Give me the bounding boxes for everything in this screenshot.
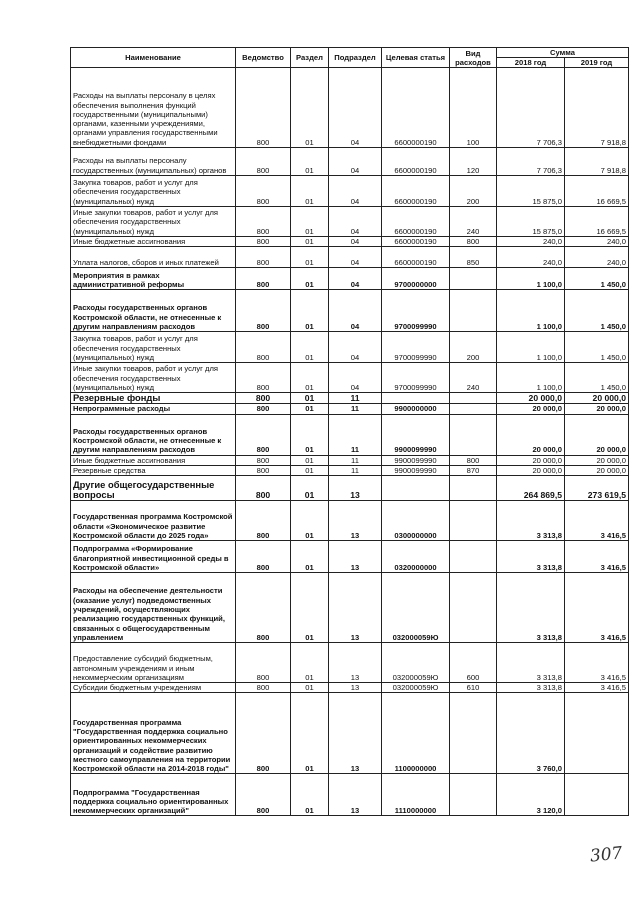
cell-y2018: 20 000,0 bbox=[497, 393, 565, 404]
header-dept: Ведомство bbox=[236, 48, 291, 68]
cell-dept: 800 bbox=[236, 541, 291, 573]
cell-kind bbox=[450, 774, 497, 816]
table-row bbox=[71, 247, 629, 268]
cell-y2018: 3 313,8 bbox=[497, 643, 565, 683]
cell-kind bbox=[450, 393, 497, 404]
cell-subsection: 04 bbox=[329, 237, 382, 247]
cell-name: Закупка товаров, работ и услуг для обеспечения государственных (муниципальных) нужд bbox=[71, 332, 236, 363]
cell-y2019: 16 669,5 bbox=[565, 176, 629, 207]
cell-subsection: 13 bbox=[329, 501, 382, 541]
cell-y2019: 7 918,8 bbox=[565, 148, 629, 176]
cell-name: Иные закупки товаров, работ и услуг для обеспечения государственных (муниципальных) нужд bbox=[71, 207, 236, 237]
header-kind: Вид расходов bbox=[450, 48, 497, 68]
cell-y2018: 3 313,8 bbox=[497, 501, 565, 541]
cell-dept: 800 bbox=[236, 774, 291, 816]
cell-subsection: 04 bbox=[329, 268, 382, 290]
table-row bbox=[71, 501, 629, 541]
cell-section: 01 bbox=[291, 404, 329, 414]
table-row bbox=[71, 693, 629, 774]
cell-name: Государственная программа "Государственная поддержка социально ориентированных некоммерческих организаций и содействие развитию местного самоуправления на территории Костромской области на 2014-2018 годы" bbox=[71, 693, 236, 774]
cell-name: Другие общегосударственные вопросы bbox=[71, 476, 236, 501]
cell-name: Подпрограмма «Формирование благоприятной инвестиционной среды в Костромской области» bbox=[71, 541, 236, 573]
cell-subsection: 04 bbox=[329, 176, 382, 207]
cell-kind bbox=[450, 573, 497, 643]
cell-y2018: 240,0 bbox=[497, 247, 565, 268]
cell-target bbox=[382, 393, 450, 404]
cell-dept: 800 bbox=[236, 683, 291, 693]
header-sum: Сумма bbox=[497, 48, 629, 58]
cell-dept: 800 bbox=[236, 148, 291, 176]
cell-target: 9700000000 bbox=[382, 268, 450, 290]
cell-subsection: 04 bbox=[329, 148, 382, 176]
cell-section: 01 bbox=[291, 176, 329, 207]
cell-y2018: 3 760,0 bbox=[497, 693, 565, 774]
cell-kind: 800 bbox=[450, 237, 497, 247]
cell-section: 01 bbox=[291, 541, 329, 573]
table-row bbox=[71, 541, 629, 573]
cell-target: 0320000000 bbox=[382, 541, 450, 573]
cell-section: 01 bbox=[291, 237, 329, 247]
cell-y2019: 1 450,0 bbox=[565, 290, 629, 332]
table-row bbox=[71, 404, 629, 414]
cell-name: Подпрограмма "Государственная поддержка социально ориентированных некоммерческих организаций" bbox=[71, 774, 236, 816]
cell-y2018: 3 313,8 bbox=[497, 683, 565, 693]
cell-subsection: 11 bbox=[329, 465, 382, 475]
cell-target: 0300000000 bbox=[382, 501, 450, 541]
cell-name: Иные бюджетные ассигнования bbox=[71, 455, 236, 465]
table-row bbox=[71, 573, 629, 643]
cell-y2019: 3 416,5 bbox=[565, 643, 629, 683]
cell-y2019: 273 619,5 bbox=[565, 476, 629, 501]
cell-target: 032000059Ю bbox=[382, 643, 450, 683]
table-row bbox=[71, 363, 629, 393]
cell-section: 01 bbox=[291, 148, 329, 176]
cell-name: Субсидии бюджетным учреждениям bbox=[71, 683, 236, 693]
cell-y2019: 1 450,0 bbox=[565, 332, 629, 363]
cell-dept: 800 bbox=[236, 332, 291, 363]
cell-y2019 bbox=[565, 774, 629, 816]
table-row bbox=[71, 176, 629, 207]
cell-subsection: 11 bbox=[329, 404, 382, 414]
cell-target: 9700099990 bbox=[382, 363, 450, 393]
cell-kind: 850 bbox=[450, 247, 497, 268]
cell-kind bbox=[450, 268, 497, 290]
header-2019: 2019 год bbox=[565, 58, 629, 68]
cell-section: 01 bbox=[291, 643, 329, 683]
table-row bbox=[71, 290, 629, 332]
cell-target: 6600000190 bbox=[382, 207, 450, 237]
cell-y2018: 3 120,0 bbox=[497, 774, 565, 816]
table-body bbox=[71, 68, 629, 816]
cell-section: 01 bbox=[291, 332, 329, 363]
table-row bbox=[71, 476, 629, 501]
cell-target: 1110000000 bbox=[382, 774, 450, 816]
cell-target: 6600000190 bbox=[382, 176, 450, 207]
cell-y2018: 20 000,0 bbox=[497, 414, 565, 455]
cell-subsection: 04 bbox=[329, 247, 382, 268]
table-row bbox=[71, 148, 629, 176]
cell-section: 01 bbox=[291, 207, 329, 237]
cell-y2019: 1 450,0 bbox=[565, 268, 629, 290]
page-number: 307 bbox=[589, 843, 624, 867]
cell-y2019: 20 000,0 bbox=[565, 414, 629, 455]
cell-subsection: 11 bbox=[329, 414, 382, 455]
cell-y2019: 20 000,0 bbox=[565, 455, 629, 465]
cell-y2019: 240,0 bbox=[565, 247, 629, 268]
cell-dept: 800 bbox=[236, 573, 291, 643]
cell-y2019: 3 416,5 bbox=[565, 683, 629, 693]
cell-y2019: 7 918,8 bbox=[565, 68, 629, 148]
cell-y2018: 7 706,3 bbox=[497, 68, 565, 148]
header-target: Целевая статья bbox=[382, 48, 450, 68]
cell-target: 9900099990 bbox=[382, 455, 450, 465]
cell-dept: 800 bbox=[236, 247, 291, 268]
cell-section: 01 bbox=[291, 683, 329, 693]
cell-kind: 200 bbox=[450, 332, 497, 363]
cell-name: Расходы на обеспечение деятельности (оказание услуг) подведомственных учреждений, осуществляющих реализацию государственных функций, связанных с общегосударственным управлением bbox=[71, 573, 236, 643]
table-row bbox=[71, 68, 629, 148]
cell-kind: 120 bbox=[450, 148, 497, 176]
cell-target: 9900099990 bbox=[382, 465, 450, 475]
cell-name: Непрограммные расходы bbox=[71, 404, 236, 414]
cell-y2018: 20 000,0 bbox=[497, 465, 565, 475]
cell-target: 9900099990 bbox=[382, 414, 450, 455]
cell-subsection: 04 bbox=[329, 68, 382, 148]
cell-y2018: 264 869,5 bbox=[497, 476, 565, 501]
cell-subsection: 04 bbox=[329, 290, 382, 332]
cell-subsection: 13 bbox=[329, 683, 382, 693]
cell-section: 01 bbox=[291, 476, 329, 501]
cell-subsection: 13 bbox=[329, 693, 382, 774]
table-header bbox=[71, 48, 629, 68]
cell-kind bbox=[450, 541, 497, 573]
budget-table bbox=[70, 47, 629, 816]
header-2018: 2018 год bbox=[497, 58, 565, 68]
cell-kind: 870 bbox=[450, 465, 497, 475]
cell-kind bbox=[450, 693, 497, 774]
cell-dept: 800 bbox=[236, 363, 291, 393]
cell-dept: 800 bbox=[236, 237, 291, 247]
cell-y2018: 240,0 bbox=[497, 237, 565, 247]
cell-target: 032000059Ю bbox=[382, 573, 450, 643]
cell-y2018: 1 100,0 bbox=[497, 332, 565, 363]
cell-subsection: 13 bbox=[329, 541, 382, 573]
cell-target: 1100000000 bbox=[382, 693, 450, 774]
cell-kind: 240 bbox=[450, 363, 497, 393]
header-name: Наименование bbox=[71, 48, 236, 68]
cell-name: Иные бюджетные ассигнования bbox=[71, 237, 236, 247]
cell-target bbox=[382, 476, 450, 501]
cell-dept: 800 bbox=[236, 501, 291, 541]
cell-name: Расходы на выплаты персоналу в целях обеспечения выполнения функций государственными (муниципальными) органами, казенными учреждениями, органами управления государственными внебюджетными фондами bbox=[71, 68, 236, 148]
cell-dept: 800 bbox=[236, 455, 291, 465]
cell-kind: 200 bbox=[450, 176, 497, 207]
cell-y2019: 20 000,0 bbox=[565, 465, 629, 475]
cell-target: 6600000190 bbox=[382, 148, 450, 176]
table-row bbox=[71, 455, 629, 465]
table-row bbox=[71, 414, 629, 455]
table-row bbox=[71, 683, 629, 693]
cell-kind bbox=[450, 476, 497, 501]
cell-kind bbox=[450, 290, 497, 332]
cell-dept: 800 bbox=[236, 404, 291, 414]
cell-section: 01 bbox=[291, 455, 329, 465]
cell-y2018: 7 706,3 bbox=[497, 148, 565, 176]
cell-name: Мероприятия в рамках административной реформы bbox=[71, 268, 236, 290]
table-row bbox=[71, 207, 629, 237]
table-row bbox=[71, 268, 629, 290]
cell-subsection: 13 bbox=[329, 774, 382, 816]
cell-kind: 610 bbox=[450, 683, 497, 693]
cell-name: Предоставление субсидий бюджетным, автономным учреждениям и иным некоммерческим организациям bbox=[71, 643, 236, 683]
cell-dept: 800 bbox=[236, 207, 291, 237]
cell-target: 6600000190 bbox=[382, 247, 450, 268]
cell-y2019: 16 669,5 bbox=[565, 207, 629, 237]
cell-dept: 800 bbox=[236, 693, 291, 774]
cell-name: Резервные фонды bbox=[71, 393, 236, 404]
cell-kind: 240 bbox=[450, 207, 497, 237]
cell-target: 9700099990 bbox=[382, 290, 450, 332]
cell-name: Иные закупки товаров, работ и услуг для обеспечения государственных (муниципальных) нужд bbox=[71, 363, 236, 393]
budget-sheet bbox=[70, 47, 629, 816]
table-row bbox=[71, 237, 629, 247]
table-row bbox=[71, 393, 629, 404]
cell-target: 9700099990 bbox=[382, 332, 450, 363]
cell-section: 01 bbox=[291, 693, 329, 774]
table-row bbox=[71, 774, 629, 816]
cell-y2019: 3 416,5 bbox=[565, 573, 629, 643]
cell-section: 01 bbox=[291, 247, 329, 268]
cell-kind bbox=[450, 404, 497, 414]
cell-subsection: 13 bbox=[329, 476, 382, 501]
cell-dept: 800 bbox=[236, 68, 291, 148]
cell-section: 01 bbox=[291, 501, 329, 541]
cell-target: 6600000190 bbox=[382, 68, 450, 148]
cell-section: 01 bbox=[291, 290, 329, 332]
cell-name: Расходы государственных органов Костромской области, не отнесенные к другим направлениям расходов bbox=[71, 414, 236, 455]
cell-y2019: 3 416,5 bbox=[565, 541, 629, 573]
cell-section: 01 bbox=[291, 465, 329, 475]
cell-section: 01 bbox=[291, 268, 329, 290]
cell-subsection: 11 bbox=[329, 455, 382, 465]
cell-name: Расходы государственных органов Костромской области, не отнесенные к другим направлениям расходов bbox=[71, 290, 236, 332]
header-subsection: Подраздел bbox=[329, 48, 382, 68]
cell-y2018: 3 313,8 bbox=[497, 573, 565, 643]
cell-y2018: 20 000,0 bbox=[497, 404, 565, 414]
cell-target: 9900000000 bbox=[382, 404, 450, 414]
cell-y2018: 3 313,8 bbox=[497, 541, 565, 573]
cell-name: Государственная программа Костромской области «Экономическое развитие Костромской области до 2025 года» bbox=[71, 501, 236, 541]
cell-y2019: 20 000,0 bbox=[565, 404, 629, 414]
cell-dept: 800 bbox=[236, 290, 291, 332]
cell-subsection: 04 bbox=[329, 363, 382, 393]
cell-target: 6600000190 bbox=[382, 237, 450, 247]
cell-section: 01 bbox=[291, 573, 329, 643]
cell-subsection: 04 bbox=[329, 332, 382, 363]
cell-y2018: 1 100,0 bbox=[497, 268, 565, 290]
cell-name: Резервные средства bbox=[71, 465, 236, 475]
cell-kind bbox=[450, 414, 497, 455]
cell-y2018: 1 100,0 bbox=[497, 363, 565, 393]
cell-subsection: 13 bbox=[329, 643, 382, 683]
cell-subsection: 13 bbox=[329, 573, 382, 643]
cell-y2019: 3 416,5 bbox=[565, 501, 629, 541]
cell-section: 01 bbox=[291, 414, 329, 455]
cell-dept: 800 bbox=[236, 176, 291, 207]
cell-kind: 800 bbox=[450, 455, 497, 465]
cell-name: Уплата налогов, сборов и иных платежей bbox=[71, 247, 236, 268]
cell-kind: 600 bbox=[450, 643, 497, 683]
cell-name: Расходы на выплаты персоналу государственных (муниципальных) органов bbox=[71, 148, 236, 176]
cell-y2018: 20 000,0 bbox=[497, 455, 565, 465]
cell-section: 01 bbox=[291, 68, 329, 148]
cell-dept: 800 bbox=[236, 414, 291, 455]
cell-section: 01 bbox=[291, 393, 329, 404]
cell-name: Закупка товаров, работ и услуг для обеспечения государственных (муниципальных) нужд bbox=[71, 176, 236, 207]
cell-y2019 bbox=[565, 693, 629, 774]
cell-y2018: 15 875,0 bbox=[497, 176, 565, 207]
cell-dept: 800 bbox=[236, 268, 291, 290]
cell-section: 01 bbox=[291, 774, 329, 816]
cell-target: 032000059Ю bbox=[382, 683, 450, 693]
table-row bbox=[71, 465, 629, 475]
cell-subsection: 04 bbox=[329, 207, 382, 237]
cell-dept: 800 bbox=[236, 393, 291, 404]
cell-kind: 100 bbox=[450, 68, 497, 148]
cell-kind bbox=[450, 501, 497, 541]
cell-subsection: 11 bbox=[329, 393, 382, 404]
header-section: Раздел bbox=[291, 48, 329, 68]
cell-y2019: 1 450,0 bbox=[565, 363, 629, 393]
table-row bbox=[71, 643, 629, 683]
cell-y2018: 1 100,0 bbox=[497, 290, 565, 332]
cell-dept: 800 bbox=[236, 476, 291, 501]
cell-section: 01 bbox=[291, 363, 329, 393]
cell-dept: 800 bbox=[236, 465, 291, 475]
cell-y2019: 240,0 bbox=[565, 237, 629, 247]
cell-y2019: 20 000,0 bbox=[565, 393, 629, 404]
cell-y2018: 15 875,0 bbox=[497, 207, 565, 237]
cell-dept: 800 bbox=[236, 643, 291, 683]
table-row bbox=[71, 332, 629, 363]
